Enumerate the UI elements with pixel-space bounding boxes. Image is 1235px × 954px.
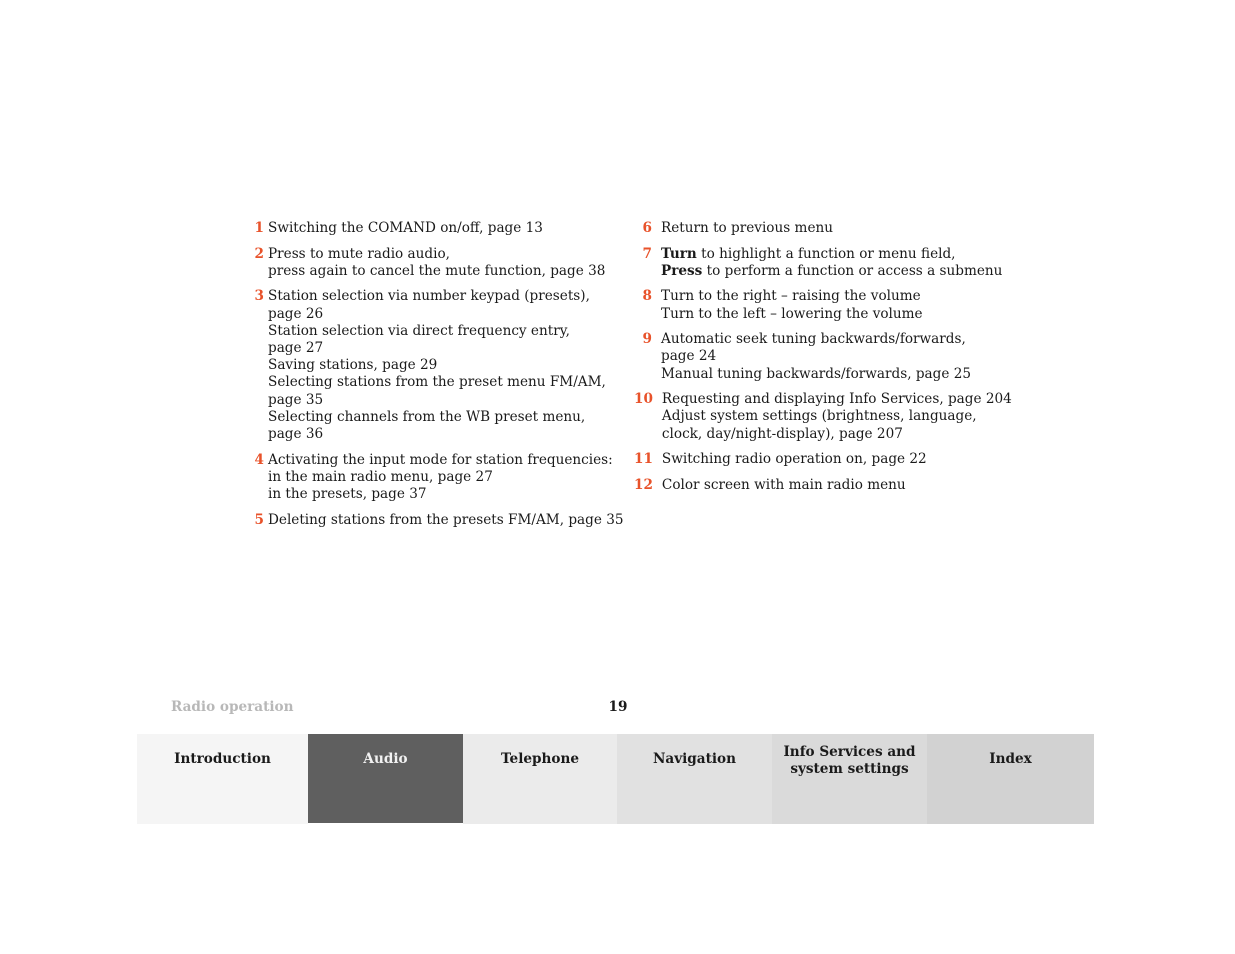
legend-item-text [268, 220, 614, 237]
legend-item-number: 5 [254, 511, 264, 528]
tab-telephone[interactable] [463, 734, 617, 824]
legend-item-line-text: to perform a function or access a submenu [702, 262, 1003, 279]
legend-item-line [268, 426, 614, 443]
legend-item-text [662, 391, 1024, 443]
tab-audio-label: Audio [363, 751, 408, 767]
legend-item [244, 246, 614, 280]
legend-item-line-text: page 35 [268, 391, 324, 408]
legend-item-number: 12 [634, 476, 653, 493]
tab-index[interactable] [927, 734, 1094, 824]
legend-item-text [268, 452, 614, 504]
legend-item-line-text: press again to cancel the mute function, page 38 [268, 262, 606, 279]
legend-item-line [661, 348, 1024, 365]
legend-item [244, 288, 614, 443]
tab-info-services-label-line1: Info Services and [783, 744, 916, 760]
legend-item-line [662, 391, 1024, 408]
legend-item-line-text: Manual tuning backwards/forwards, page 25 [661, 365, 972, 382]
legend-item [634, 331, 1024, 383]
legend-item-line [268, 374, 614, 391]
legend-item-line-text: Turn to the left – lowering the volume [661, 305, 923, 322]
legend-item-line [662, 408, 1024, 425]
legend-item-line-text: Press to mute radio audio, [268, 245, 450, 262]
legend-item-line [661, 288, 1024, 305]
legend-item-line-text: Color screen with main radio menu [661, 476, 906, 493]
legend-item-line [268, 340, 614, 357]
legend-item-number: 10 [634, 391, 653, 408]
legend-item-line-text: Automatic seek tuning backwards/forwards, [661, 331, 966, 348]
legend-item [244, 511, 624, 529]
legend-item-text [661, 331, 1024, 383]
chapter-nav-bar [137, 734, 1094, 824]
legend-item-line [268, 357, 614, 374]
legend-item-line [268, 306, 614, 323]
legend-item-number: 6 [642, 220, 652, 236]
legend-item-line-text: Station selection via direct frequency entry, [268, 322, 570, 339]
legend-item-line [662, 451, 1024, 468]
tab-introduction-label: Introduction [174, 751, 271, 767]
legend-item [634, 451, 1024, 468]
legend-item-line-text: in the main radio menu, page 27 [268, 468, 493, 485]
legend-item-line-text: page 26 [268, 305, 324, 322]
legend-item-text [268, 288, 614, 443]
legend-item-keyword: Turn [661, 245, 697, 262]
legend-item-line [661, 246, 1024, 263]
legend-item-line [268, 263, 614, 280]
legend-item-number: 7 [642, 245, 652, 262]
legend-item-line-text: Turn to the right – raising the volume [661, 288, 921, 305]
legend-item-line-text: Deleting stations from the presets FM/AM, page 35 [268, 511, 624, 528]
legend-item-line-text: Switching radio operation on, page 22 [661, 451, 927, 468]
legend-item-line-text: Adjust system settings (brightness, language, [661, 408, 977, 425]
tab-index-label: Index [989, 751, 1032, 767]
legend-item-line-text: clock, day/night-display), page 207 [661, 425, 903, 442]
legend-item-line [268, 409, 614, 426]
legend-item-text [661, 220, 1024, 237]
legend-item-line [268, 512, 624, 529]
legend-item-line-text: Saving stations, page 29 [268, 357, 438, 374]
legend-item-line [268, 288, 614, 305]
legend-item-number: 2 [254, 245, 264, 262]
legend-item-number: 3 [254, 288, 264, 305]
legend-item-line [268, 220, 614, 237]
legend-item-line-text: page 27 [268, 340, 324, 356]
legend-column-right [634, 220, 1024, 502]
legend-item-line [661, 366, 1024, 383]
legend-item-line-text: Switching the COMAND on/off, page 13 [268, 220, 543, 236]
legend-item-line [268, 392, 614, 409]
section-label: Radio operation [171, 699, 294, 715]
legend-item [634, 391, 1024, 443]
legend-item [244, 220, 614, 237]
legend-item-number: 1 [254, 220, 264, 236]
tab-navigation[interactable] [617, 734, 772, 824]
tab-navigation-label: Navigation [652, 751, 736, 767]
legend-item-line-text: Requesting and displaying Info Services, page 204 [661, 391, 1012, 408]
legend-item-line [268, 469, 614, 486]
tab-audio[interactable] [308, 734, 463, 823]
legend-item-line-text: Activating the input mode for station frequencies: [268, 451, 613, 468]
legend-item-line [661, 263, 1024, 280]
legend-column-left [244, 220, 624, 537]
legend-item-line-text: in the presets, page 37 [268, 486, 427, 503]
legend-item-line-text: Station selection via number keypad (presets), [268, 288, 590, 305]
legend-item [244, 452, 614, 504]
legend-item-line [268, 246, 614, 263]
legend-item-number: 4 [254, 451, 264, 468]
legend-item [634, 246, 1024, 280]
page-number: 19 [608, 699, 628, 715]
legend-item-line [662, 477, 1024, 494]
legend-item-keyword: Press [661, 262, 703, 279]
legend-item-line [268, 323, 614, 340]
legend-item-line [661, 306, 1024, 323]
legend-item-line-text: page 24 [661, 348, 717, 365]
legend-item-line-text: page 36 [268, 426, 324, 443]
legend-item-text [661, 246, 1024, 280]
legend-item-line-text: to highlight a function or menu field, [696, 245, 956, 262]
legend-item-number: 9 [642, 331, 652, 348]
legend-item-text [268, 246, 614, 280]
legend-item-line [661, 220, 1024, 237]
legend-item [634, 288, 1024, 322]
legend-item-line [268, 452, 614, 469]
legend-item-number: 11 [634, 451, 653, 468]
legend-item-line-text: Return to previous menu [661, 220, 833, 236]
legend-item [634, 220, 1024, 237]
legend-item-line [268, 486, 614, 503]
tab-telephone-label: Telephone [500, 751, 579, 767]
legend-item-text [661, 288, 1024, 322]
legend-item-line-text: Selecting channels from the WB preset menu, [268, 408, 586, 425]
tab-info-services-label-line2: system settings [790, 761, 909, 777]
legend-item-text [662, 451, 1024, 468]
legend-item-line [662, 426, 1024, 443]
legend-item-line [661, 331, 1024, 348]
tab-introduction[interactable] [137, 734, 308, 824]
legend-item [634, 477, 1024, 494]
legend-item-line-text: Selecting stations from the preset menu FM/AM, [268, 374, 606, 391]
tab-info-services[interactable] [772, 734, 927, 824]
legend-item-number: 8 [642, 288, 652, 305]
legend-item-text [268, 512, 624, 529]
legend-item-text [662, 477, 1024, 494]
